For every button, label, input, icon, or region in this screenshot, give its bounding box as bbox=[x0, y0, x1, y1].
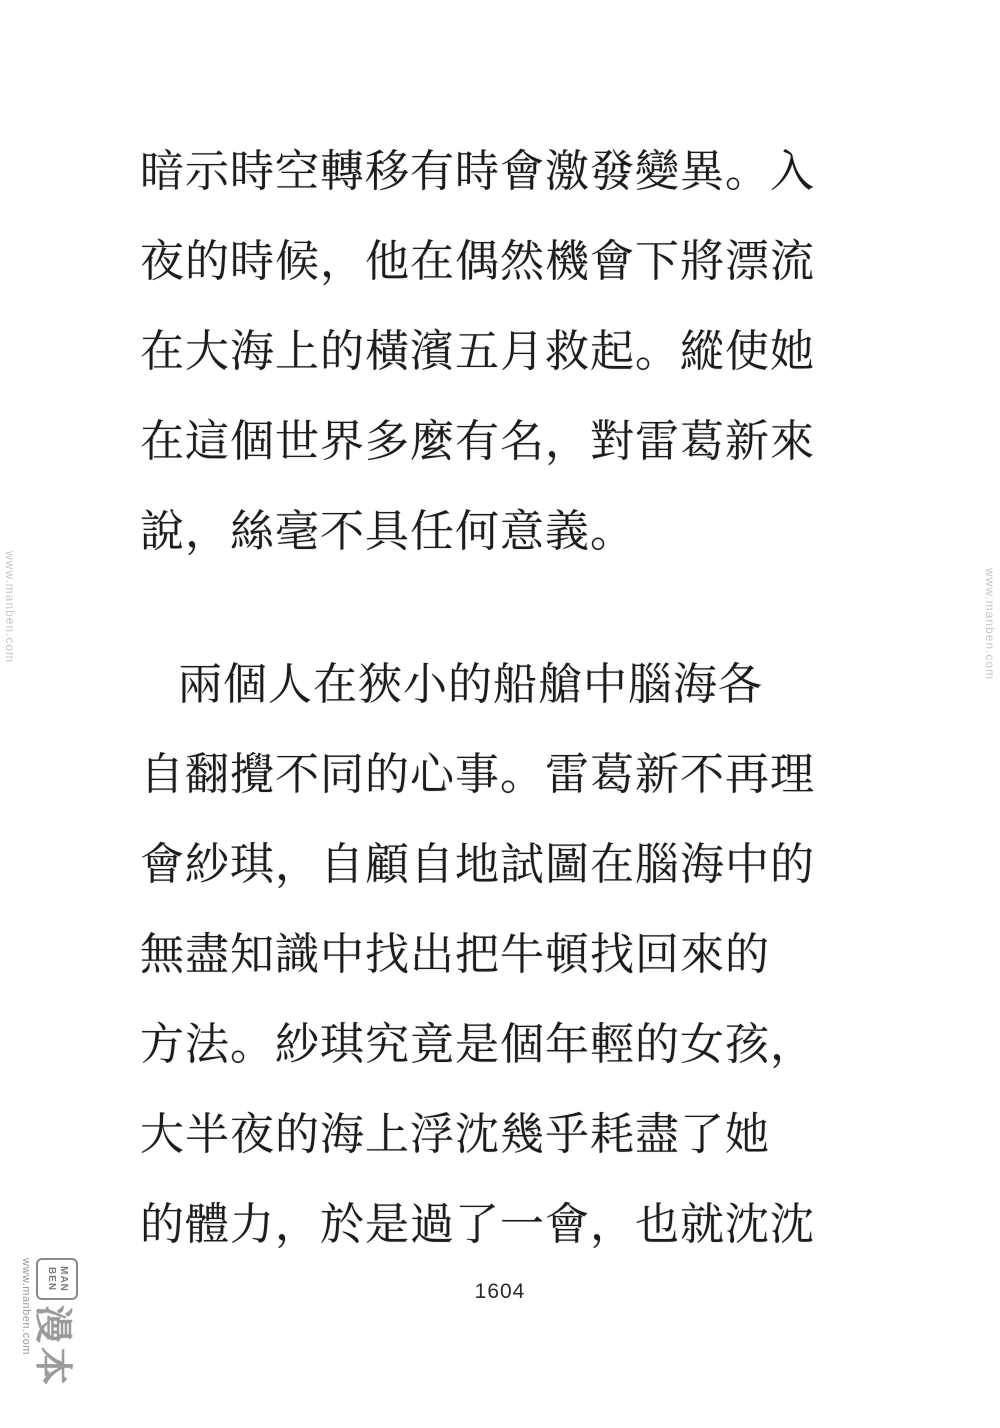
logo-row bbox=[31, 1258, 80, 1426]
text-line: 在這個世界多麼有名，對雷葛新來 bbox=[140, 417, 815, 466]
text-line: 說，絲毫不具任何意義。 bbox=[140, 507, 635, 556]
text-line: 兩個人在狹小的船艙中腦海各 bbox=[178, 660, 763, 709]
logo-box-text-bottom: BEN bbox=[46, 1266, 57, 1292]
left-edge-watermark: www.manben.com bbox=[3, 551, 17, 664]
logo-characters: 漫本 bbox=[31, 1305, 74, 1390]
watermark-url-text: www.manben.com bbox=[20, 1258, 32, 1355]
text-line: 自翻攪不同的心事。雷葛新不再理 bbox=[140, 750, 815, 799]
text-paragraph bbox=[140, 122, 880, 572]
page-number: 1604 bbox=[474, 1280, 526, 1303]
page-text bbox=[140, 122, 880, 1265]
text-paragraph bbox=[140, 635, 880, 1265]
text-line: 方法。紗琪究竟是個年輕的女孩， bbox=[140, 1020, 815, 1069]
site-watermark-logo bbox=[16, 1258, 80, 1428]
text-line: 在大海上的橫濱五月救起。縱使她 bbox=[140, 327, 815, 376]
text-line: 大半夜的海上浮沈幾乎耗盡了她 bbox=[140, 1110, 770, 1159]
text-line: 的體力，於是過了一會，也就沈沈 bbox=[140, 1200, 815, 1249]
man-ben-logo-box bbox=[36, 1258, 78, 1300]
rotated-logo-block bbox=[16, 1258, 80, 1426]
logo-box-text-top: MAN bbox=[58, 1266, 69, 1292]
text-line: 會紗琪，自顧自地試圖在腦海中的 bbox=[140, 840, 815, 889]
text-line: 無盡知識中找出把牛頓找回來的 bbox=[140, 930, 770, 979]
text-line: 夜的時候，他在偶然機會下將漂流 bbox=[140, 237, 815, 286]
right-edge-watermark: www.manben.com bbox=[983, 568, 997, 681]
text-line: 暗示時空轉移有時會激發變異。入 bbox=[140, 147, 815, 196]
